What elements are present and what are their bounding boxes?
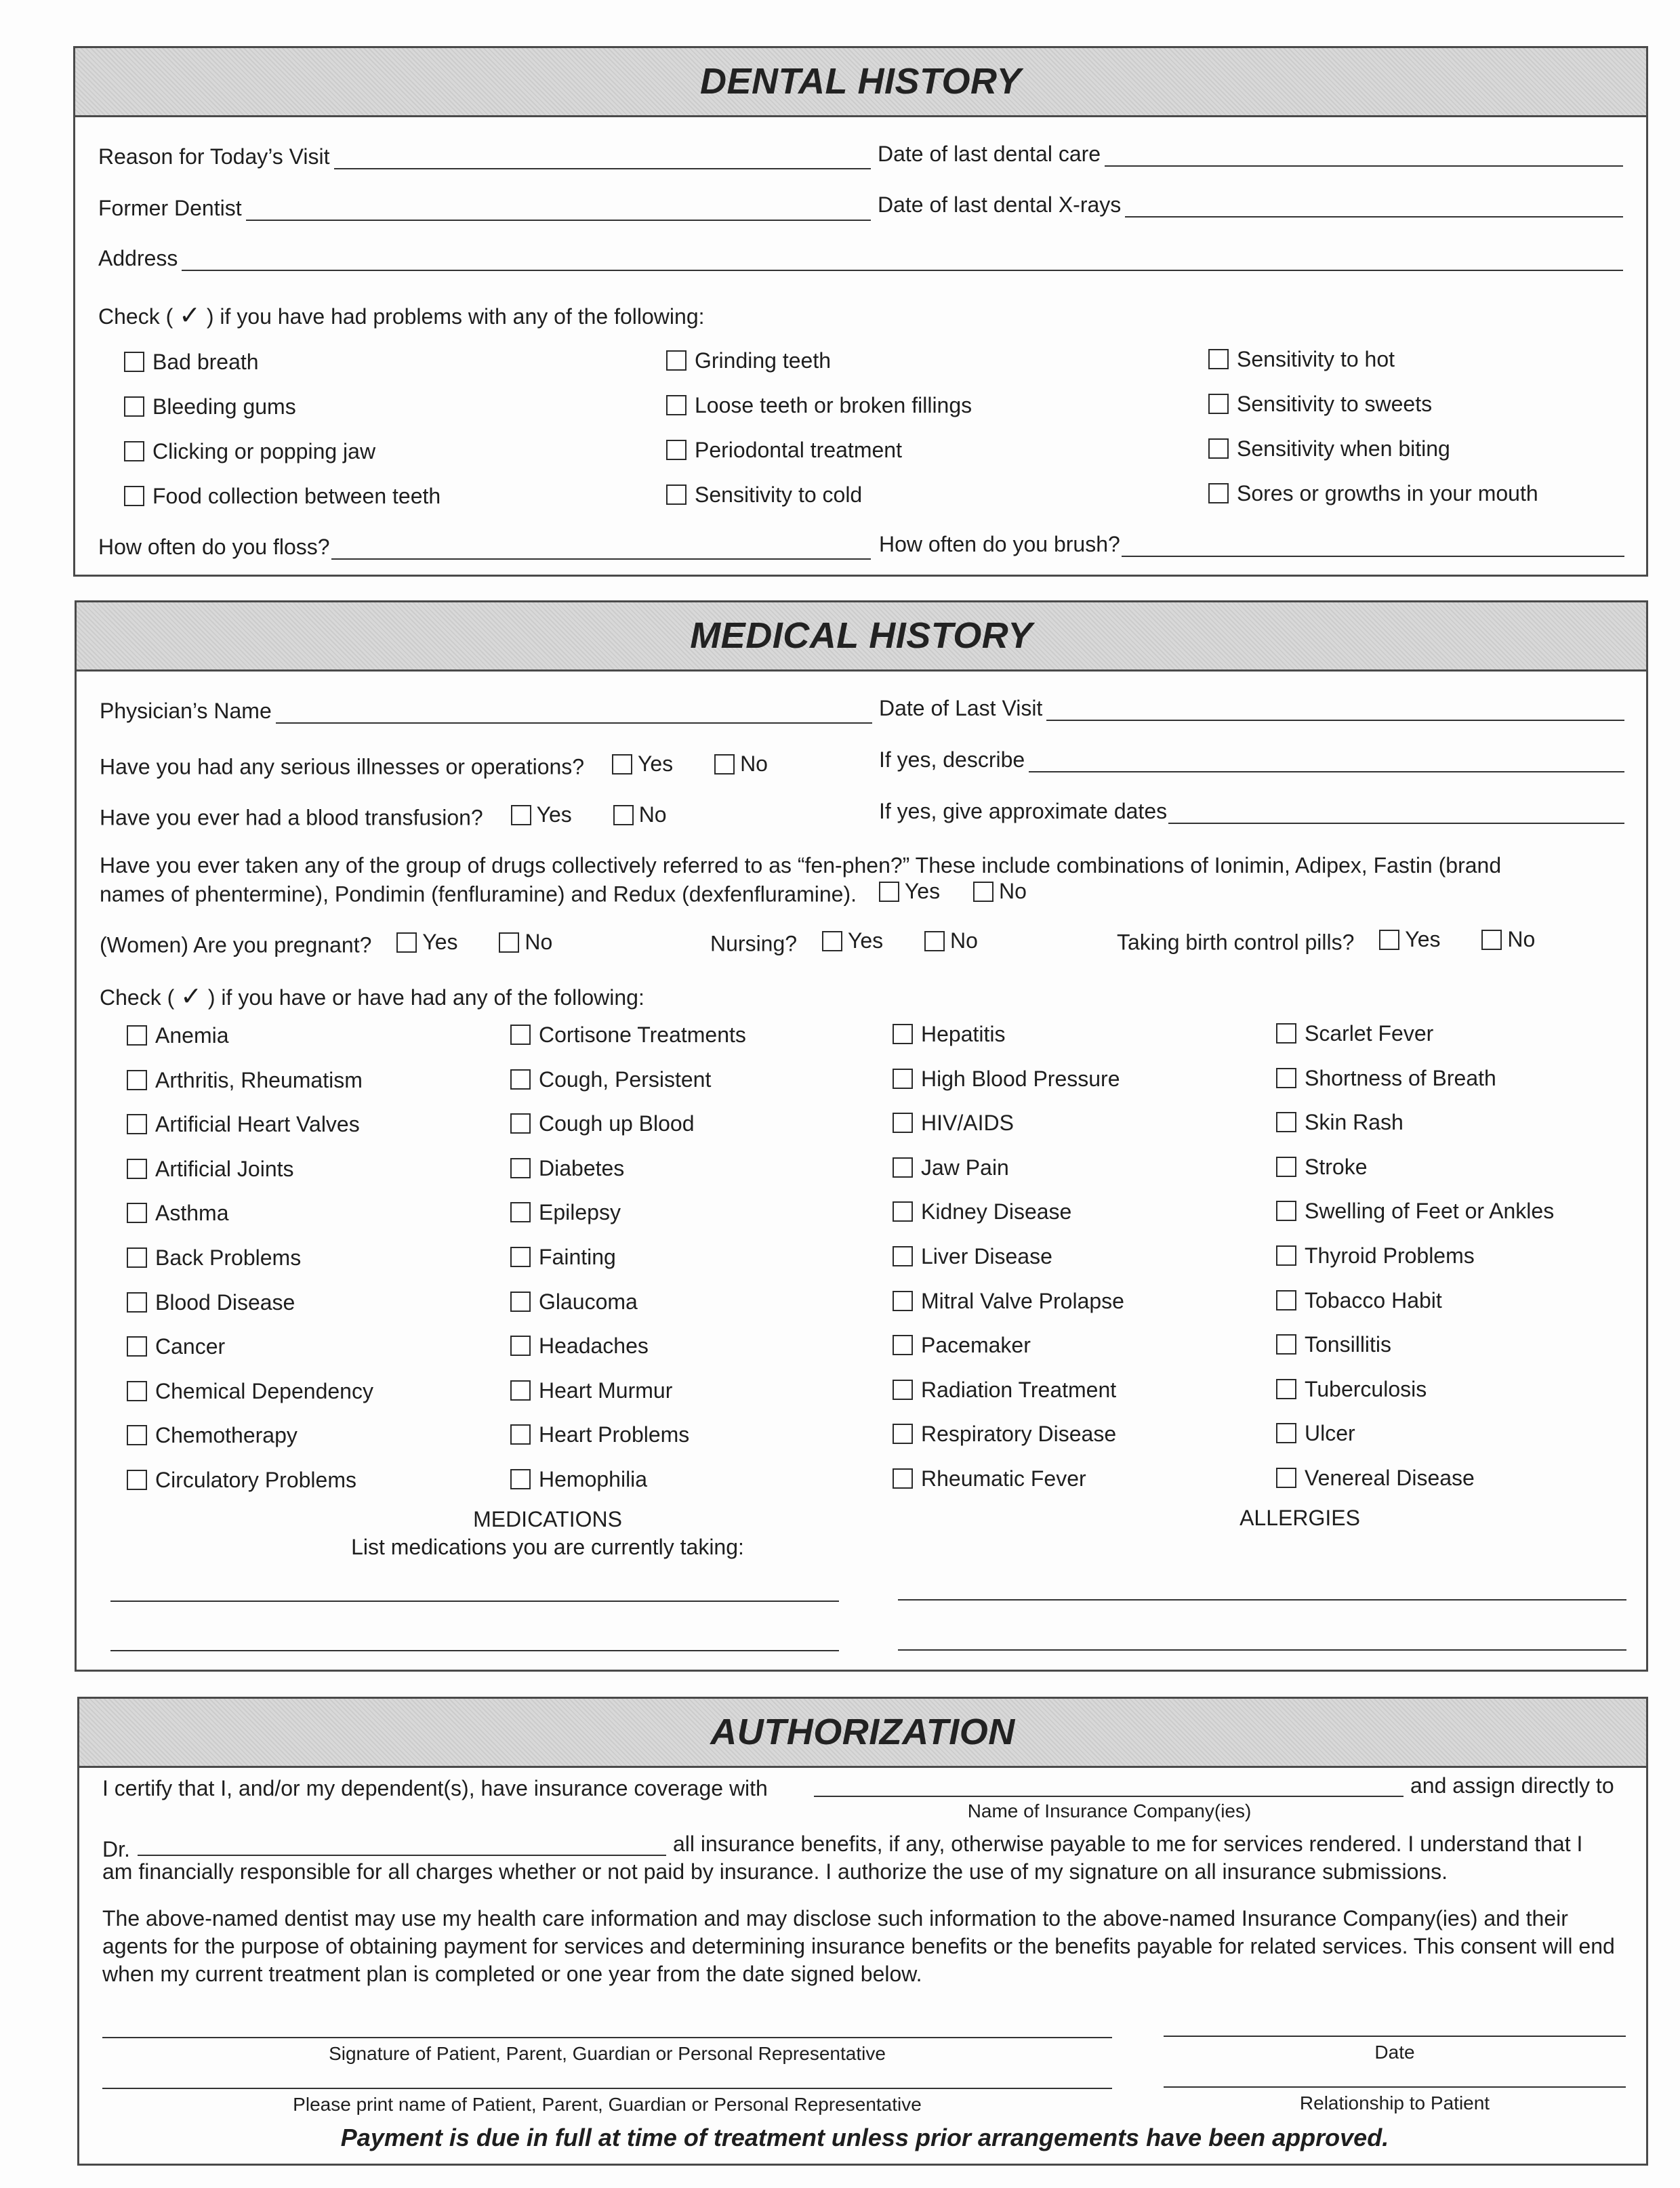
medical-checkbox-item[interactable] — [1276, 1110, 1404, 1135]
checkbox-label: Stroke — [1305, 1155, 1368, 1179]
checkbox-label: Headaches — [539, 1334, 649, 1358]
birth-control-no[interactable] — [1481, 927, 1535, 952]
physician-label: Physician’s Name — [100, 699, 272, 723]
medical-checkbox-item[interactable] — [893, 1244, 1052, 1269]
dental-checkbox-item[interactable] — [1208, 436, 1450, 461]
date-field[interactable] — [1164, 2036, 1626, 2037]
checkbox-label: Artificial Joints — [155, 1157, 294, 1181]
transfusion-dates-row — [879, 799, 1624, 824]
checkbox[interactable] — [124, 486, 144, 506]
dental-checkbox-item[interactable] — [666, 438, 902, 463]
fenphen-line-1: Have you ever taken any of the group of drugs collectively referred to as “fen-phen?” These include combinations of Ionimin, Adipex, Fastin (brand — [100, 853, 1502, 878]
medical-checkbox-item[interactable] — [893, 1378, 1116, 1403]
checkbox-label: Cancer — [155, 1334, 226, 1359]
checkbox[interactable] — [127, 1203, 147, 1223]
checkbox-label: Bleeding gums — [152, 394, 296, 419]
checkbox-label: Tonsillitis — [1305, 1332, 1392, 1357]
checkbox-label: Diabetes — [539, 1156, 625, 1180]
nursing-question-text: Nursing? — [710, 931, 798, 956]
checkbox-label: Pacemaker — [921, 1333, 1031, 1357]
checkbox[interactable] — [893, 1468, 913, 1489]
checkbox[interactable] — [127, 1070, 147, 1090]
dental-history-section — [73, 46, 1648, 577]
reason-row — [98, 144, 871, 169]
birth-control-no-checkbox[interactable] — [1481, 930, 1502, 950]
medical-checkbox-item[interactable] — [893, 1111, 1014, 1136]
physician-field[interactable] — [276, 699, 872, 724]
checkbox-label: Epilepsy — [539, 1200, 621, 1224]
pregnant-no-checkbox[interactable] — [499, 932, 519, 953]
last-xrays-label: Date of last dental X-rays — [878, 192, 1122, 217]
checkbox-label: Food collection between teeth — [152, 484, 441, 508]
checkbox-label: Respiratory Disease — [921, 1422, 1117, 1446]
transfusion-no-checkbox[interactable] — [613, 805, 634, 825]
checkbox-label: Kidney Disease — [921, 1199, 1072, 1224]
checkbox[interactable] — [510, 1380, 531, 1401]
transfusion-yes-checkbox[interactable] — [511, 805, 531, 825]
checkbox-label: Mitral Valve Prolapse — [921, 1289, 1124, 1313]
last-care-row — [878, 142, 1623, 167]
no-label: No — [638, 802, 667, 827]
check-prefix: Check ( — [100, 985, 175, 1010]
pregnant-yes[interactable] — [396, 930, 457, 955]
check-prefix: Check ( — [98, 304, 173, 329]
checkbox[interactable] — [510, 1247, 531, 1267]
medical-checkbox-item[interactable] — [893, 1289, 1124, 1314]
checkbox[interactable] — [1276, 1201, 1296, 1221]
medical-checkbox-item[interactable] — [1276, 1066, 1496, 1091]
brush-row — [879, 532, 1624, 557]
checkbox-label: Sensitivity to cold — [695, 482, 863, 507]
illness-no[interactable] — [714, 751, 768, 777]
medical-checkbox-item[interactable] — [893, 1422, 1116, 1447]
medical-checkbox-item[interactable] — [127, 1468, 356, 1493]
insurance-caption: Name of Insurance Company(ies) — [967, 1800, 1252, 1821]
medical-checkbox-item[interactable] — [1276, 1288, 1442, 1313]
checkbox-label: Swelling of Feet or Ankles — [1305, 1199, 1555, 1223]
checkbox[interactable] — [666, 440, 687, 460]
brush-field[interactable] — [1122, 533, 1624, 557]
checkbox[interactable] — [510, 1292, 531, 1312]
checkbox[interactable] — [127, 1470, 147, 1490]
medical-checkbox-item[interactable] — [1276, 1243, 1475, 1268]
certify-text: I certify that I, and/or my dependent(s), have insurance coverage with — [102, 1776, 768, 1800]
medical-checkbox-item[interactable] — [1276, 1021, 1433, 1046]
medical-checkbox-item[interactable] — [127, 1157, 294, 1182]
checkbox[interactable] — [1276, 1423, 1296, 1443]
address-label: Address — [98, 246, 178, 270]
checkbox-label: Artificial Heart Valves — [155, 1112, 360, 1136]
reason-label: Reason for Today’s Visit — [98, 144, 330, 169]
financial-text: am financially responsible for all charges whether or not paid by insurance. I authorize the use of my signature on all insurance submissions. — [102, 1859, 1448, 1884]
medical-history-header — [77, 602, 1646, 672]
medical-checkbox-item[interactable] — [510, 1245, 616, 1270]
checkbox-label: HIV/AIDS — [921, 1111, 1014, 1135]
medical-checkbox-item[interactable] — [510, 1023, 746, 1048]
checkbox-label: Hepatitis — [921, 1022, 1006, 1046]
checkbox[interactable] — [893, 1157, 913, 1178]
disclose-paragraph: The above-named dentist may use my health care information and may disclose such information to the above-named Insurance Company(ies) and their agents for the purpose of obtaining payment for services and determining insurance benefits or the benefits payable for related services. This consent will end when my current treatment plan is completed or one year from the date signed below. — [102, 1906, 1615, 1986]
checkbox[interactable] — [510, 1113, 531, 1134]
checkbox-label: Tobacco Habit — [1305, 1288, 1442, 1313]
checkbox[interactable] — [893, 1246, 913, 1266]
last-xrays-row — [878, 192, 1623, 218]
medical-checkbox-item[interactable] — [510, 1067, 711, 1092]
checkbox-label: Blood Disease — [155, 1290, 295, 1315]
authorization-header — [79, 1699, 1646, 1768]
last-visit-label: Date of Last Visit — [879, 696, 1043, 720]
checkbox[interactable] — [1208, 483, 1229, 503]
checkbox-label: Skin Rash — [1305, 1110, 1404, 1134]
medical-checkbox-item[interactable] — [510, 1467, 647, 1492]
checkbox-label: Arthritis, Rheumatism — [155, 1068, 363, 1092]
medical-checkbox-item[interactable] — [893, 1333, 1031, 1358]
checkbox[interactable] — [124, 441, 144, 461]
checkbox-label: Jaw Pain — [921, 1155, 1009, 1180]
transfusion-no[interactable] — [613, 802, 667, 827]
checkbox[interactable] — [1276, 1334, 1296, 1355]
medical-checkbox-item[interactable] — [1276, 1466, 1475, 1491]
checkbox[interactable] — [510, 1202, 531, 1222]
checkbox[interactable] — [893, 1424, 913, 1444]
checkbox[interactable] — [127, 1381, 147, 1401]
checkbox[interactable] — [1276, 1157, 1296, 1177]
checkbox[interactable] — [127, 1025, 147, 1046]
checkbox-label: Grinding teeth — [695, 348, 832, 373]
checkbox-label: Anemia — [155, 1023, 229, 1048]
checkbox-label: Shortness of Breath — [1305, 1066, 1496, 1090]
medical-checkbox-item[interactable] — [893, 1466, 1086, 1491]
illness-yes[interactable] — [612, 751, 673, 777]
payment-note: Payment is due in full at time of treatment unless prior arrangements have been approved. — [340, 2124, 1389, 2151]
dental-history-title: DENTAL HISTORY — [699, 61, 1022, 102]
medical-check-instructions — [100, 981, 644, 1012]
illness-question — [100, 751, 768, 780]
floss-row — [98, 535, 871, 560]
medical-checkbox-item[interactable] — [893, 1199, 1071, 1224]
checkbox[interactable] — [510, 1158, 531, 1178]
checkbox[interactable] — [127, 1114, 147, 1134]
check-suffix: ) if you have had problems with any of the following: — [206, 304, 705, 329]
medical-checkbox-item[interactable] — [510, 1422, 689, 1447]
illness-describe-field[interactable] — [1029, 748, 1624, 772]
medical-checkbox-item[interactable] — [127, 1423, 298, 1448]
checkbox[interactable] — [1276, 1023, 1296, 1044]
dental-checkbox-item[interactable] — [1208, 347, 1395, 372]
pregnant-yes-checkbox[interactable] — [396, 932, 417, 953]
last-care-label: Date of last dental care — [878, 142, 1101, 166]
nursing-yes[interactable] — [822, 928, 883, 953]
former-dentist-field[interactable] — [246, 197, 871, 221]
checkbox[interactable] — [1276, 1068, 1296, 1088]
checkbox[interactable] — [1276, 1379, 1296, 1399]
checkbox-label: Cough, Persistent — [539, 1067, 712, 1092]
checkbox[interactable] — [893, 1291, 913, 1311]
signature-caption: Signature of Patient, Parent, Guardian or Personal Representative — [329, 2043, 886, 2064]
nursing-question — [710, 928, 978, 957]
dental-checkbox-item[interactable] — [124, 439, 375, 464]
medical-history-section — [75, 600, 1648, 1672]
authorization-section — [77, 1697, 1648, 2166]
address-row — [98, 246, 1623, 271]
dental-checkbox-item[interactable] — [666, 393, 972, 418]
former-dentist-label: Former Dentist — [98, 196, 242, 220]
dental-checkbox-item[interactable] — [666, 482, 862, 508]
medications-line-1[interactable] — [110, 1601, 839, 1602]
no-label: No — [950, 928, 978, 953]
checkbox-label: Glaucoma — [539, 1289, 638, 1314]
birth-control-question-text: Taking birth control pills? — [1117, 930, 1355, 955]
medical-checkbox-item[interactable] — [127, 1290, 295, 1315]
allergies-line-1[interactable] — [898, 1599, 1626, 1601]
checkbox[interactable] — [510, 1069, 531, 1090]
nursing-no-checkbox[interactable] — [924, 931, 945, 951]
address-field[interactable] — [182, 247, 1623, 271]
medical-checkbox-item[interactable] — [127, 1379, 373, 1404]
last-visit-field[interactable] — [1046, 697, 1624, 721]
fenphen-no-checkbox[interactable] — [973, 882, 993, 902]
medical-checkbox-item[interactable] — [893, 1155, 1009, 1180]
last-care-field[interactable] — [1105, 142, 1623, 167]
medical-checkbox-item[interactable] — [510, 1289, 638, 1315]
checkbox-label: Cough up Blood — [539, 1111, 695, 1136]
checkbox[interactable] — [1276, 1245, 1296, 1266]
nursing-no[interactable] — [924, 928, 978, 953]
transfusion-question-text: Have you ever had a blood transfusion? — [100, 805, 483, 830]
fenphen-line-2-text: names of phentermine), Pondimin (fenfluramine) and Redux (dexfenfluramine). — [100, 882, 857, 907]
yes-label: Yes — [637, 751, 674, 776]
checkbox[interactable] — [127, 1159, 147, 1179]
checkbox-label: Thyroid Problems — [1305, 1243, 1475, 1268]
illness-question-text: Have you had any serious illnesses or operations? — [100, 754, 585, 779]
medical-checkbox-item[interactable] — [510, 1200, 621, 1225]
transfusion-question — [100, 802, 667, 831]
checkbox[interactable] — [666, 395, 687, 415]
nursing-yes-checkbox[interactable] — [822, 931, 842, 951]
yes-label: Yes — [1405, 927, 1441, 951]
dental-checkbox-item[interactable] — [1208, 481, 1538, 506]
print-name-field[interactable] — [102, 2088, 1112, 2089]
dental-checkbox-item[interactable] — [124, 350, 259, 375]
checkbox[interactable] — [893, 1069, 913, 1089]
checkbox-label: Venereal Disease — [1305, 1466, 1475, 1490]
checkbox[interactable] — [893, 1201, 913, 1222]
medical-checkbox-item[interactable] — [127, 1334, 225, 1359]
checkbox[interactable] — [666, 350, 687, 371]
signature-field[interactable] — [102, 2037, 1112, 2038]
dental-checkbox-item[interactable] — [666, 348, 831, 373]
medical-checkbox-item[interactable] — [1276, 1377, 1427, 1402]
checkbox[interactable] — [1208, 349, 1229, 369]
transfusion-dates-field[interactable] — [1168, 800, 1624, 824]
checkbox[interactable] — [666, 484, 687, 505]
checkbox-label: Tuberculosis — [1305, 1377, 1427, 1401]
last-xrays-field[interactable] — [1125, 193, 1623, 218]
birth-control-yes-checkbox[interactable] — [1379, 930, 1399, 950]
medical-checkbox-item[interactable] — [510, 1111, 695, 1136]
checkbox[interactable] — [127, 1336, 147, 1357]
checkbox-label: Chemotherapy — [155, 1423, 298, 1447]
medical-checkbox-item[interactable] — [1276, 1421, 1355, 1446]
insurance-company-field[interactable] — [814, 1796, 1404, 1797]
illness-no-checkbox[interactable] — [714, 754, 735, 775]
relationship-field[interactable] — [1164, 2086, 1626, 2088]
fenphen-yes[interactable] — [879, 879, 940, 904]
relationship-caption: Relationship to Patient — [1299, 2092, 1490, 2113]
date-caption: Date — [1374, 2042, 1415, 2063]
illness-describe-label: If yes, describe — [879, 747, 1025, 772]
checkbox-label: Sores or growths in your mouth — [1237, 481, 1538, 505]
medical-checkbox-item[interactable] — [510, 1156, 624, 1181]
checkbox[interactable] — [510, 1469, 531, 1489]
transfusion-dates-label: If yes, give approximate dates — [879, 799, 1168, 823]
medical-checkbox-item[interactable] — [510, 1334, 649, 1359]
checkbox-label: Scarlet Fever — [1305, 1021, 1434, 1046]
former-dentist-row — [98, 196, 871, 221]
checkbox-label: Clicking or popping jaw — [152, 439, 376, 463]
medical-checkbox-item[interactable] — [127, 1068, 363, 1093]
brush-label: How often do you brush? — [879, 532, 1120, 556]
illness-describe-row — [879, 747, 1624, 772]
checkbox-label: Heart Murmur — [539, 1378, 673, 1403]
checkbox[interactable] — [1208, 438, 1229, 459]
checkbox-label: Asthma — [155, 1201, 229, 1225]
yes-label: Yes — [904, 879, 941, 903]
medical-checkbox-item[interactable] — [127, 1023, 229, 1048]
checkbox-label: Liver Disease — [921, 1244, 1052, 1268]
physician-row — [100, 699, 872, 724]
medical-history-title: MEDICAL HISTORY — [690, 615, 1033, 656]
dental-check-instructions — [98, 300, 705, 331]
illness-yes-checkbox[interactable] — [612, 754, 632, 775]
checkbox[interactable] — [127, 1247, 147, 1268]
checkbox[interactable] — [1208, 394, 1229, 414]
checkbox[interactable] — [1276, 1290, 1296, 1310]
no-label: No — [740, 751, 768, 776]
checkbox-label: Back Problems — [155, 1245, 302, 1270]
dr-label: Dr. — [102, 1837, 130, 1861]
checkbox[interactable] — [1276, 1468, 1296, 1488]
fenphen-yes-checkbox[interactable] — [879, 882, 899, 902]
no-label: No — [525, 930, 553, 954]
checkbox-label: Heart Problems — [539, 1422, 690, 1447]
medical-checkbox-item[interactable] — [1276, 1155, 1367, 1180]
checkbox[interactable] — [127, 1425, 147, 1445]
yes-label: Yes — [536, 802, 572, 827]
floss-field[interactable] — [331, 535, 871, 560]
dentist-name-field[interactable] — [138, 1855, 666, 1856]
no-label: No — [1507, 927, 1536, 951]
medical-checkbox-item[interactable] — [893, 1022, 1006, 1047]
medical-checkbox-item[interactable] — [510, 1378, 672, 1403]
medical-checkbox-item[interactable] — [127, 1201, 228, 1226]
birth-control-question — [1117, 927, 1535, 955]
checkbox-label: Cortisone Treatments — [539, 1023, 746, 1047]
medical-checkbox-item[interactable] — [127, 1245, 301, 1271]
checkbox-label: Loose teeth or broken fillings — [695, 393, 972, 417]
checkbox[interactable] — [124, 396, 144, 417]
yes-label: Yes — [422, 930, 458, 954]
checkbox[interactable] — [893, 1380, 913, 1400]
checkbox-label: High Blood Pressure — [921, 1067, 1120, 1091]
checkmark-icon: ✓ — [180, 983, 202, 1011]
pregnant-no[interactable] — [499, 930, 552, 955]
check-suffix: ) if you have or have had any of the following: — [207, 985, 644, 1010]
dental-checkbox-item[interactable] — [1208, 392, 1432, 417]
allergies-line-2[interactable] — [898, 1649, 1626, 1651]
checkbox-label: Hemophilia — [539, 1467, 648, 1491]
checkbox-label: Periodontal treatment — [695, 438, 902, 462]
medical-checkbox-item[interactable] — [893, 1067, 1120, 1092]
yes-label: Yes — [847, 928, 884, 953]
pregnant-question — [100, 930, 552, 958]
fenphen-line-2 — [100, 879, 1027, 907]
authorization-title: AUTHORIZATION — [710, 1712, 1015, 1752]
checkbox-label: Bad breath — [152, 350, 259, 374]
last-visit-row — [879, 696, 1624, 721]
checkbox-label: Ulcer — [1305, 1421, 1355, 1445]
checkbox[interactable] — [893, 1113, 913, 1133]
benefits-text: all insurance benefits, if any, otherwise payable to me for services rendered. I understand that I — [673, 1832, 1583, 1856]
assign-text: and assign directly to — [1410, 1773, 1614, 1798]
medical-checkbox-item[interactable] — [1276, 1332, 1391, 1357]
checkbox[interactable] — [127, 1292, 147, 1313]
checkbox-label: Circulatory Problems — [155, 1468, 356, 1492]
checkbox[interactable] — [124, 352, 144, 372]
checkbox-label: Sensitivity when biting — [1237, 436, 1450, 461]
checkbox-label: Sensitivity to sweets — [1237, 392, 1433, 416]
medications-label: MEDICATIONS — [473, 1507, 622, 1531]
medications-line-2[interactable] — [110, 1650, 839, 1651]
checkbox[interactable] — [510, 1336, 531, 1356]
checkbox-label: Fainting — [539, 1245, 616, 1269]
reason-field[interactable] — [334, 145, 871, 169]
checkbox[interactable] — [893, 1335, 913, 1355]
dental-checkbox-item[interactable] — [124, 484, 441, 509]
pregnant-question-text: (Women) Are you pregnant? — [100, 932, 372, 957]
floss-label: How often do you floss? — [98, 535, 330, 559]
dental-checkbox-item[interactable] — [124, 394, 296, 419]
birth-control-yes[interactable] — [1379, 927, 1440, 952]
checkbox[interactable] — [510, 1025, 531, 1045]
allergies-label: ALLERGIES — [1239, 1506, 1360, 1530]
checkbox-label: Radiation Treatment — [921, 1378, 1117, 1402]
medical-checkbox-item[interactable] — [1276, 1199, 1554, 1224]
dental-history-header — [75, 48, 1646, 117]
checkbox[interactable] — [1276, 1112, 1296, 1132]
medical-checkbox-item[interactable] — [127, 1112, 360, 1137]
medications-sublabel: List medications you are currently taking: — [351, 1535, 744, 1559]
transfusion-yes[interactable] — [511, 802, 572, 827]
checkbox[interactable] — [510, 1424, 531, 1445]
checkmark-icon: ✓ — [179, 302, 201, 330]
checkbox-label: Sensitivity to hot — [1237, 347, 1395, 371]
checkbox[interactable] — [893, 1024, 913, 1044]
checkbox-label: Chemical Dependency — [155, 1379, 373, 1403]
print-name-caption: Please print name of Patient, Parent, Guardian or Personal Representative — [293, 2094, 922, 2115]
no-label: No — [998, 879, 1027, 903]
fenphen-no[interactable] — [973, 879, 1027, 904]
checkbox-label: Rheumatic Fever — [921, 1466, 1086, 1491]
